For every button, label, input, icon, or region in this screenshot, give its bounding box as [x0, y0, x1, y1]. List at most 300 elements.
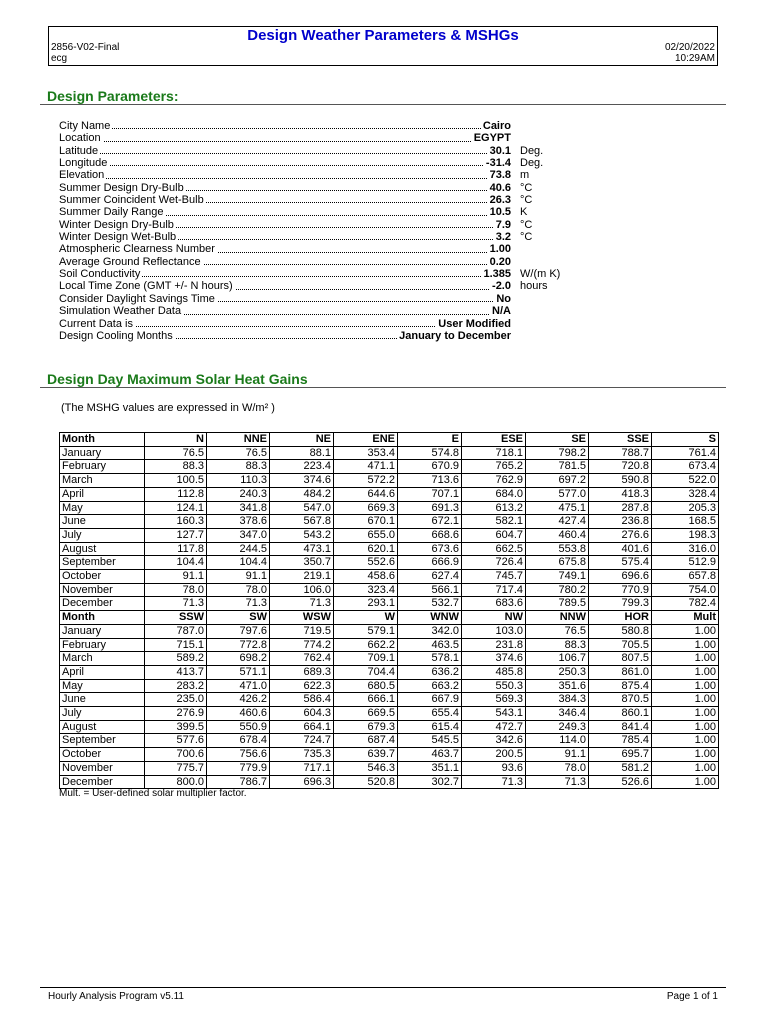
value-cell: 550.3: [462, 679, 526, 693]
column-header: SW: [207, 611, 270, 625]
column-header: ESE: [462, 433, 526, 447]
value-cell: 799.3: [589, 597, 652, 611]
value-cell: 235.0: [145, 693, 207, 707]
value-cell: 104.4: [145, 556, 207, 570]
column-header: WNW: [398, 611, 462, 625]
value-cell: 678.4: [207, 734, 270, 748]
value-cell: 347.0: [207, 528, 270, 542]
table-row: [60, 487, 719, 501]
value-cell: 91.1: [145, 570, 207, 584]
param-label: Summer Daily Range: [59, 206, 164, 219]
value-cell: 670.9: [398, 460, 462, 474]
table-row: [60, 734, 719, 748]
value-cell: 250.3: [526, 665, 589, 679]
footer-divider: [40, 987, 726, 988]
month-cell: December: [60, 597, 145, 611]
value-cell: 1.00: [652, 624, 719, 638]
month-cell: September: [60, 734, 145, 748]
report-title: Design Weather Parameters & MSHGs: [247, 27, 519, 44]
value-cell: 413.7: [145, 665, 207, 679]
value-cell: 579.1: [334, 624, 398, 638]
value-cell: 1.00: [652, 761, 719, 775]
month-cell: January: [60, 624, 145, 638]
value-cell: 670.1: [334, 515, 398, 529]
param-value: Cairo: [482, 120, 511, 132]
param-label: Local Time Zone (GMT +/- N hours): [59, 280, 233, 293]
value-cell: 342.0: [398, 624, 462, 638]
value-cell: 713.6: [398, 474, 462, 488]
value-cell: 485.8: [462, 665, 526, 679]
value-cell: 689.3: [270, 665, 334, 679]
value-cell: 520.8: [334, 775, 398, 789]
value-cell: 543.2: [270, 528, 334, 542]
value-cell: 571.1: [207, 665, 270, 679]
table-row: [60, 556, 719, 570]
value-cell: 472.7: [462, 720, 526, 734]
value-cell: 112.8: [145, 487, 207, 501]
value-cell: 789.5: [526, 597, 589, 611]
report-header: [48, 26, 718, 66]
column-header: SE: [526, 433, 589, 447]
value-cell: 662.2: [334, 638, 398, 652]
param-value: 1.385: [483, 268, 511, 281]
section-divider: [40, 104, 726, 105]
leader-dots: [59, 166, 511, 178]
section-divider: [40, 387, 726, 388]
value-cell: 788.7: [589, 446, 652, 460]
column-header: E: [398, 433, 462, 447]
column-header: NE: [270, 433, 334, 447]
value-cell: 639.7: [334, 748, 398, 762]
value-cell: 786.7: [207, 775, 270, 789]
mshg-units-note: (The MSHG values are expressed in W/m² ): [61, 402, 275, 414]
value-cell: 807.5: [589, 652, 652, 666]
value-cell: 717.1: [270, 761, 334, 775]
value-cell: 662.5: [462, 542, 526, 556]
table-row: [60, 652, 719, 666]
value-cell: 749.1: [526, 570, 589, 584]
month-cell: October: [60, 570, 145, 584]
table-row: [60, 474, 719, 488]
value-cell: 342.6: [462, 734, 526, 748]
month-cell: May: [60, 501, 145, 515]
value-cell: 76.5: [207, 446, 270, 460]
value-cell: 566.1: [398, 583, 462, 597]
value-cell: 543.1: [462, 707, 526, 721]
month-cell: February: [60, 638, 145, 652]
value-cell: 726.4: [462, 556, 526, 570]
param-label: Winter Design Wet-Bulb: [59, 231, 177, 244]
value-cell: 351.6: [526, 679, 589, 693]
table-header-row: [60, 433, 719, 447]
value-cell: 71.3: [526, 775, 589, 789]
leader-dots: [59, 117, 511, 129]
value-cell: 287.8: [589, 501, 652, 515]
param-label: Summer Design Dry-Bulb: [59, 181, 184, 194]
value-cell: 231.8: [462, 638, 526, 652]
value-cell: 526.6: [589, 775, 652, 789]
month-cell: August: [60, 720, 145, 734]
value-cell: 471.1: [334, 460, 398, 474]
value-cell: 198.3: [652, 528, 719, 542]
value-cell: 351.1: [398, 761, 462, 775]
value-cell: 458.6: [334, 570, 398, 584]
user-initials: ecg: [51, 53, 68, 64]
value-cell: 240.3: [207, 487, 270, 501]
value-cell: 1.00: [652, 734, 719, 748]
value-cell: 205.3: [652, 501, 719, 515]
param-value: 1.00: [489, 243, 511, 256]
value-cell: 124.1: [145, 501, 207, 515]
value-cell: 276.6: [589, 528, 652, 542]
table-row: [60, 570, 719, 584]
param-unit: °C: [520, 181, 533, 194]
value-cell: 88.3: [207, 460, 270, 474]
param-unit: °C: [520, 218, 533, 231]
value-cell: 276.9: [145, 707, 207, 721]
value-cell: 463.5: [398, 638, 462, 652]
param-label: City Name: [59, 120, 111, 132]
param-row: [59, 330, 559, 342]
value-cell: 71.3: [462, 775, 526, 789]
param-unit: Deg.: [520, 157, 544, 170]
table-row: [60, 624, 719, 638]
project-name: 2856-V02-Final: [51, 42, 120, 53]
value-cell: 114.0: [526, 734, 589, 748]
table-row: [60, 679, 719, 693]
value-cell: 590.8: [589, 474, 652, 488]
month-cell: July: [60, 707, 145, 721]
value-cell: 117.8: [145, 542, 207, 556]
value-cell: 200.5: [462, 748, 526, 762]
value-cell: 88.3: [526, 638, 589, 652]
value-cell: 1.00: [652, 720, 719, 734]
value-cell: 705.5: [589, 638, 652, 652]
value-cell: 418.3: [589, 487, 652, 501]
param-label: Average Ground Reflectance: [59, 255, 201, 268]
value-cell: 293.1: [334, 597, 398, 611]
table-row: [60, 597, 719, 611]
value-cell: 574.8: [398, 446, 462, 460]
month-cell: September: [60, 556, 145, 570]
table-row: [60, 446, 719, 460]
value-cell: 578.1: [398, 652, 462, 666]
param-label: Summer Coincident Wet-Bulb: [59, 194, 204, 207]
value-cell: 604.7: [462, 528, 526, 542]
value-cell: 1.00: [652, 665, 719, 679]
value-cell: 316.0: [652, 542, 719, 556]
param-unit: m: [520, 169, 530, 182]
value-cell: 545.5: [398, 734, 462, 748]
value-cell: 1.00: [652, 748, 719, 762]
value-cell: 709.1: [334, 652, 398, 666]
param-value: 26.3: [489, 194, 511, 207]
value-cell: 875.4: [589, 679, 652, 693]
value-cell: 76.5: [145, 446, 207, 460]
param-value: 10.5: [489, 206, 511, 219]
value-cell: 615.4: [398, 720, 462, 734]
param-label: Longitude: [59, 157, 108, 170]
value-cell: 88.1: [270, 446, 334, 460]
value-cell: 673.4: [652, 460, 719, 474]
column-header: S: [652, 433, 719, 447]
value-cell: 754.0: [652, 583, 719, 597]
value-cell: 800.0: [145, 775, 207, 789]
value-cell: 577.6: [145, 734, 207, 748]
param-label: Simulation Weather Data: [59, 305, 182, 318]
value-cell: 680.5: [334, 679, 398, 693]
param-value: N/A: [492, 305, 511, 318]
value-cell: 160.3: [145, 515, 207, 529]
column-header: SSE: [589, 433, 652, 447]
value-cell: 745.7: [462, 570, 526, 584]
value-cell: 580.8: [589, 624, 652, 638]
value-cell: 460.4: [526, 528, 589, 542]
value-cell: 765.2: [462, 460, 526, 474]
value-cell: 761.4: [652, 446, 719, 460]
value-cell: 762.9: [462, 474, 526, 488]
table-header-row: [60, 611, 719, 625]
param-value: January to December: [399, 329, 511, 342]
value-cell: 93.6: [462, 761, 526, 775]
column-header: W: [334, 611, 398, 625]
value-cell: 697.2: [526, 474, 589, 488]
column-header: SSW: [145, 611, 207, 625]
value-cell: 1.00: [652, 652, 719, 666]
param-label: Current Data is: [59, 317, 133, 330]
value-cell: 532.7: [398, 597, 462, 611]
param-label: Consider Daylight Savings Time: [59, 292, 215, 305]
value-cell: 106.0: [270, 583, 334, 597]
value-cell: 707.1: [398, 487, 462, 501]
leader-dots: [59, 129, 511, 141]
report-date: 02/20/2022: [664, 42, 715, 53]
param-unit: W/(m K): [520, 268, 561, 281]
param-unit: °C: [520, 231, 533, 244]
value-cell: 667.9: [398, 693, 462, 707]
value-cell: 775.7: [145, 761, 207, 775]
value-cell: 76.5: [526, 624, 589, 638]
table-row: [60, 515, 719, 529]
table-row: [60, 528, 719, 542]
param-value: 3.2: [495, 231, 511, 244]
value-cell: 401.6: [589, 542, 652, 556]
value-cell: 475.1: [526, 501, 589, 515]
value-cell: 244.5: [207, 542, 270, 556]
month-cell: April: [60, 487, 145, 501]
table-row: [60, 460, 719, 474]
value-cell: 473.1: [270, 542, 334, 556]
param-value: 30.1: [489, 144, 511, 157]
value-cell: 620.1: [334, 542, 398, 556]
value-cell: 586.4: [270, 693, 334, 707]
table-row: [60, 775, 719, 789]
value-cell: 770.9: [589, 583, 652, 597]
table-row: [60, 720, 719, 734]
value-cell: 471.0: [207, 679, 270, 693]
table-row: [60, 583, 719, 597]
table-row: [60, 707, 719, 721]
value-cell: 572.2: [334, 474, 398, 488]
value-cell: 666.9: [398, 556, 462, 570]
value-cell: 575.4: [589, 556, 652, 570]
value-cell: 110.3: [207, 474, 270, 488]
value-cell: 668.6: [398, 528, 462, 542]
value-cell: 219.1: [270, 570, 334, 584]
value-cell: 302.7: [398, 775, 462, 789]
value-cell: 589.2: [145, 652, 207, 666]
month-cell: April: [60, 665, 145, 679]
value-cell: 787.0: [145, 624, 207, 638]
month-cell: January: [60, 446, 145, 460]
value-cell: 687.4: [334, 734, 398, 748]
table-row: [60, 693, 719, 707]
value-cell: 762.4: [270, 652, 334, 666]
column-header: Month: [60, 611, 145, 625]
param-unit: K: [520, 206, 528, 219]
value-cell: 774.2: [270, 638, 334, 652]
param-label: Elevation: [59, 169, 105, 182]
value-cell: 88.3: [145, 460, 207, 474]
value-cell: 781.5: [526, 460, 589, 474]
value-cell: 323.4: [334, 583, 398, 597]
value-cell: 604.3: [270, 707, 334, 721]
month-cell: August: [60, 542, 145, 556]
value-cell: 1.00: [652, 679, 719, 693]
param-label: Location: [59, 132, 101, 145]
value-cell: 698.2: [207, 652, 270, 666]
value-cell: 756.6: [207, 748, 270, 762]
value-cell: 870.5: [589, 693, 652, 707]
value-cell: 236.8: [589, 515, 652, 529]
month-cell: November: [60, 583, 145, 597]
value-cell: 780.2: [526, 583, 589, 597]
month-cell: November: [60, 761, 145, 775]
value-cell: 683.6: [462, 597, 526, 611]
value-cell: 672.1: [398, 515, 462, 529]
column-header: NW: [462, 611, 526, 625]
value-cell: 664.1: [270, 720, 334, 734]
value-cell: 718.1: [462, 446, 526, 460]
value-cell: 622.3: [270, 679, 334, 693]
value-cell: 581.2: [589, 761, 652, 775]
param-value: 73.8: [489, 169, 511, 182]
value-cell: 127.7: [145, 528, 207, 542]
month-cell: March: [60, 474, 145, 488]
value-cell: 512.9: [652, 556, 719, 570]
value-cell: 328.4: [652, 487, 719, 501]
value-cell: 567.8: [270, 515, 334, 529]
param-value: EGYPT: [473, 132, 511, 145]
value-cell: 374.6: [462, 652, 526, 666]
param-value: User Modified: [438, 317, 511, 330]
value-cell: 346.4: [526, 707, 589, 721]
param-value: -31.4: [485, 157, 511, 170]
value-cell: 663.2: [398, 679, 462, 693]
value-cell: 577.0: [526, 487, 589, 501]
value-cell: 1.00: [652, 775, 719, 789]
value-cell: 427.4: [526, 515, 589, 529]
value-cell: 861.0: [589, 665, 652, 679]
value-cell: 669.5: [334, 707, 398, 721]
value-cell: 655.4: [398, 707, 462, 721]
value-cell: 613.2: [462, 501, 526, 515]
value-cell: 103.0: [462, 624, 526, 638]
value-cell: 673.6: [398, 542, 462, 556]
table-row: [60, 761, 719, 775]
value-cell: 106.7: [526, 652, 589, 666]
value-cell: 1.00: [652, 693, 719, 707]
value-cell: 522.0: [652, 474, 719, 488]
leader-dots: [59, 154, 511, 166]
month-cell: March: [60, 652, 145, 666]
value-cell: 782.4: [652, 597, 719, 611]
param-label: Atmospheric Clearness Number: [59, 243, 215, 256]
param-label: Winter Design Dry-Bulb: [59, 218, 174, 231]
value-cell: 78.0: [207, 583, 270, 597]
design-parameters-list: [59, 120, 559, 342]
column-header: HOR: [589, 611, 652, 625]
value-cell: 546.3: [334, 761, 398, 775]
param-label: Latitude: [59, 144, 99, 157]
value-cell: 71.3: [207, 597, 270, 611]
value-cell: 675.8: [526, 556, 589, 570]
value-cell: 684.0: [462, 487, 526, 501]
value-cell: 797.6: [207, 624, 270, 638]
mult-footnote: Mult. = User-defined solar multiplier factor.: [59, 788, 247, 799]
column-header: Mult: [652, 611, 719, 625]
value-cell: 627.4: [398, 570, 462, 584]
mshg-section-title: Design Day Maximum Solar Heat Gains: [47, 371, 308, 387]
value-cell: 91.1: [526, 748, 589, 762]
value-cell: 71.3: [145, 597, 207, 611]
value-cell: 168.5: [652, 515, 719, 529]
value-cell: 550.9: [207, 720, 270, 734]
column-header: WSW: [270, 611, 334, 625]
param-unit: Deg.: [520, 144, 544, 157]
month-cell: May: [60, 679, 145, 693]
month-cell: February: [60, 460, 145, 474]
value-cell: 78.0: [145, 583, 207, 597]
value-cell: 720.8: [589, 460, 652, 474]
value-cell: 860.1: [589, 707, 652, 721]
value-cell: 679.3: [334, 720, 398, 734]
value-cell: 350.7: [270, 556, 334, 570]
table-row: [60, 501, 719, 515]
month-cell: June: [60, 693, 145, 707]
column-header: Month: [60, 433, 145, 447]
value-cell: 353.4: [334, 446, 398, 460]
column-header: ENE: [334, 433, 398, 447]
param-value: -2.0: [492, 280, 511, 293]
month-cell: July: [60, 528, 145, 542]
param-value: 40.6: [489, 181, 511, 194]
column-header: N: [145, 433, 207, 447]
param-unit: hours: [520, 280, 548, 293]
value-cell: 657.8: [652, 570, 719, 584]
value-cell: 341.8: [207, 501, 270, 515]
value-cell: 100.5: [145, 474, 207, 488]
value-cell: 798.2: [526, 446, 589, 460]
design-parameters-title: Design Parameters:: [47, 88, 179, 104]
value-cell: 104.4: [207, 556, 270, 570]
value-cell: 715.1: [145, 638, 207, 652]
column-header: NNW: [526, 611, 589, 625]
value-cell: 644.6: [334, 487, 398, 501]
param-label: Soil Conductivity: [59, 268, 141, 281]
value-cell: 772.8: [207, 638, 270, 652]
value-cell: 78.0: [526, 761, 589, 775]
